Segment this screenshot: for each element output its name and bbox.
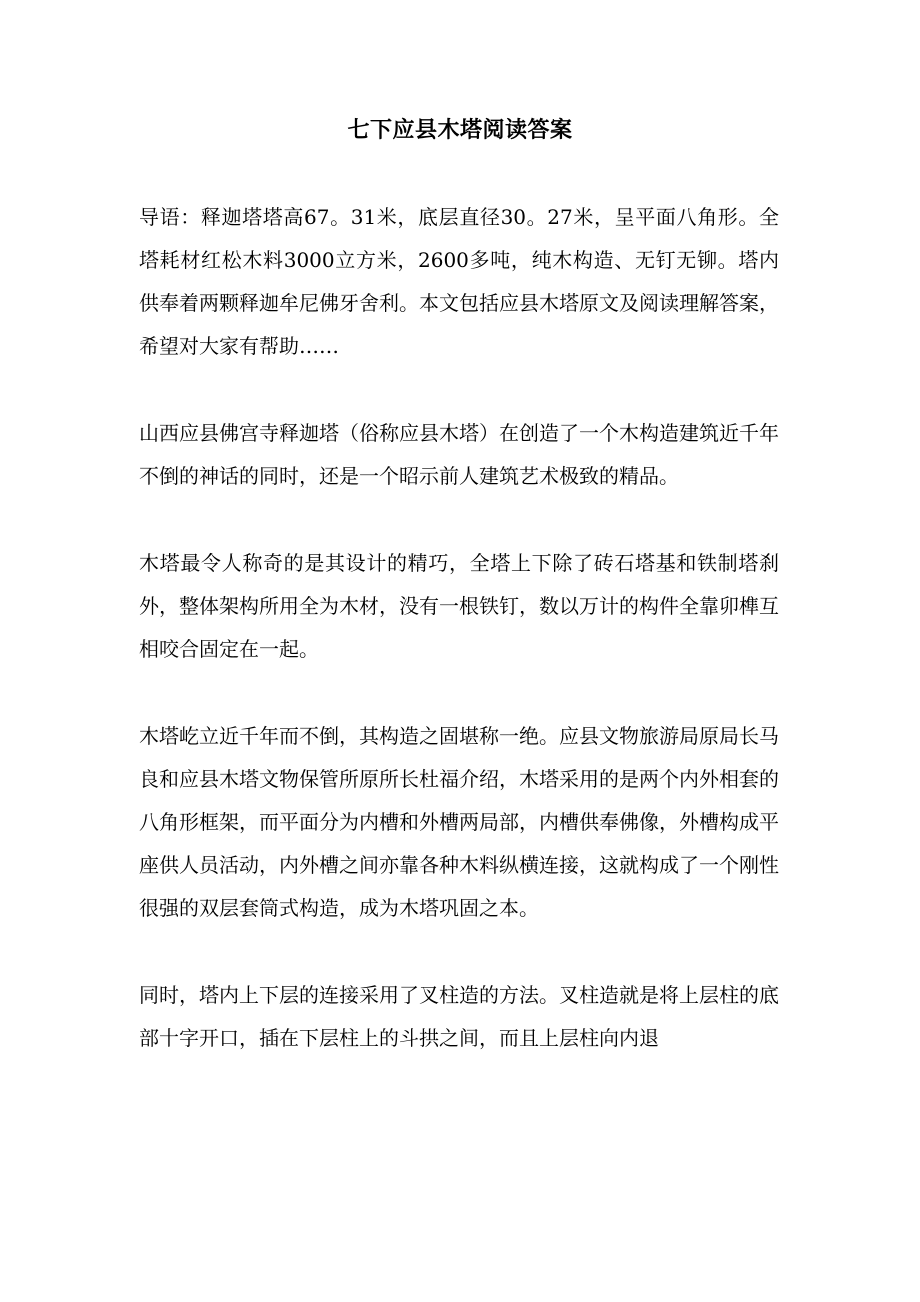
document-title: 七下应县木塔阅读答案 [347, 117, 573, 143]
paragraph: 木塔屹立近千年而不倒，其构造之固堪称一绝。应县文物旅游局原局长马良和应县木塔文物保管所原所长杜福介绍，木塔采用的是两个内外相套的八角形框架，而平面分为内槽和外槽两局部，内槽供奉佛像，外槽构成平座供人员活动，内外槽之间亦靠各种木料纵横连接，这就构成了一个刚性很强的双层套筒式构造，成为木塔巩固之本。 [139, 724, 779, 920]
paragraph-intro: 导语：释迦塔塔高67。31米，底层直径30。27米，呈平面八角形。全塔耗材红松木料3000立方米，2600多吨，纯木构造、无钉无铆。塔内供奉着两颗释迦牟尼佛牙舍利。本文包括应县木塔原文及阅读理解答案，希望对大家有帮助…… [139, 205, 779, 358]
paragraph: 山西应县佛宫寺释迦塔（俗称应县木塔）在创造了一个木构造建筑近千年不倒的神话的同时，还是一个昭示前人建筑艺术极致的精品。 [139, 421, 779, 488]
paragraph: 同时，塔内上下层的连接采用了叉柱造的方法。叉柱造就是将上层柱的底部十字开口，插在下层柱上的斗拱之间，而且上层柱向内退 [139, 983, 779, 1050]
document-body [139, 196, 779, 1104]
paragraph: 木塔最令人称奇的是其设计的精巧，全塔上下除了砖石塔基和铁制塔刹外，整体架构所用全为木材，没有一根铁钉，数以万计的构件全靠卯榫互相咬合固定在一起。 [139, 551, 779, 661]
